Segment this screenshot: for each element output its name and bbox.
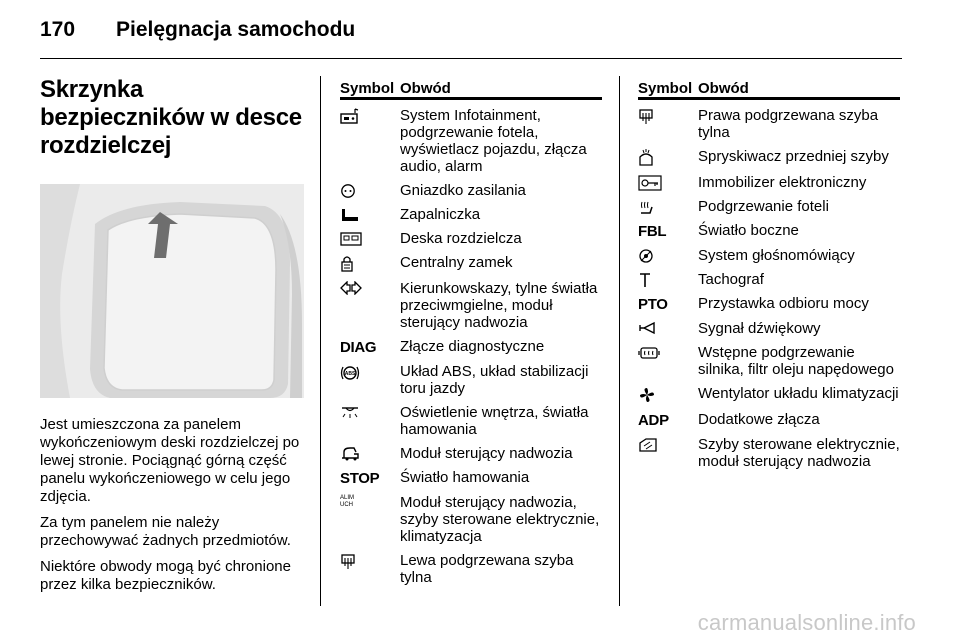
table-row: ALIM UCH Moduł sterujący nadwozia, szyby sterowane elektrycznie, klimatyzacja — [340, 494, 600, 545]
header-symbol: Symbol — [638, 80, 693, 97]
turn-signal-icon — [340, 281, 362, 295]
stop-symbol: STOP — [340, 470, 380, 487]
header-symbol: Symbol — [340, 80, 395, 97]
pto-symbol: PTO — [638, 296, 668, 313]
svg-text:ABS: ABS — [344, 371, 356, 377]
instrument-panel-icon — [340, 231, 362, 247]
immobiliser-key-icon — [638, 175, 662, 191]
table-row: System Infotainment, podgrzewanie fotela, wyświetlacz pojazdu, złącza audio, alarm — [340, 107, 602, 175]
table-row: PTO Przystawka odbioru mocy — [638, 295, 869, 313]
rear-window-heater-right-icon — [638, 108, 654, 126]
fan-icon — [638, 386, 656, 404]
table-row: System głośnomówiący — [638, 247, 900, 264]
table-row: Gniazdko zasilania — [340, 182, 602, 199]
table-row: ADP Dodatkowe złącza — [638, 411, 820, 429]
header-circuit: Obwód — [400, 80, 451, 97]
infotainment-icon — [340, 108, 360, 126]
table-row: Spryskiwacz przedniej szyby — [638, 148, 900, 167]
table-row: Sygnał dźwiękowy — [638, 320, 900, 337]
table-row: Szyby sterowane elektrycznie, moduł sterujący nadwozia — [638, 436, 900, 470]
table-row: ABS Układ ABS, układ stabilizacji toru jazdy — [340, 363, 602, 397]
table-row: Zapalniczka — [340, 206, 602, 223]
table-row: Immobilizer elektroniczny — [638, 174, 900, 191]
adp-symbol: ADP — [638, 412, 669, 429]
interior-light-icon — [340, 405, 360, 419]
section-title: Skrzynka bezpieczników w desce rozdzielczej — [40, 76, 302, 159]
power-window-icon — [638, 437, 658, 453]
table-row: Wentylator układu klimatyzacji — [638, 385, 900, 404]
paragraph-location: Jest umieszczona za panelem wykończeniowym deski rozdzielczej po lewej stronie. Pociągnąć górną część panelu wykończeniowego w celu jego zdjęcia. — [40, 416, 300, 505]
rear-window-heater-left-icon — [340, 553, 356, 571]
table-row: Centralny zamek — [340, 254, 602, 273]
header-circuit: Obwód — [698, 80, 749, 97]
table-row: Kierunkowskazy, tylne światła przeciwmgielne, moduł sterujący nadwozia — [340, 280, 602, 331]
paragraph-multiple-fuses: Niektóre obwody mogą być chronione przez kilka bezpieczników. — [40, 558, 291, 593]
windshield-washer-icon — [638, 149, 654, 167]
intro-text — [40, 416, 306, 594]
preheating-icon — [638, 345, 660, 361]
table-row: Tachograf — [638, 271, 900, 288]
paragraph-storage: Za tym panelem nie należy przechowywać żadnych przedmiotów. — [40, 514, 291, 549]
table-header — [340, 80, 602, 100]
table-row: STOP Światło hamowania — [340, 469, 530, 487]
alim-uch-symbol: ALIM UCH — [340, 495, 355, 508]
fuse-table-right — [638, 80, 900, 470]
tachograph-icon — [638, 272, 652, 288]
table-row: Oświetlenie wnętrza, światła hamowania — [340, 404, 602, 438]
chapter-title: Pielęgnacja samochodu — [116, 18, 356, 41]
central-lock-icon — [340, 255, 354, 273]
body-control-module-icon — [340, 446, 360, 462]
page-number: 170 — [40, 18, 76, 41]
fbl-symbol: FBL — [638, 223, 667, 240]
watermark: carmanualsonline.info — [697, 610, 916, 635]
intro-column — [40, 76, 306, 594]
table-row: Lewa podgrzewana szyba tylna — [340, 552, 602, 586]
table-row: Moduł sterujący nadwozia — [340, 445, 602, 462]
header-rule — [40, 58, 902, 59]
abs-icon — [340, 364, 360, 382]
diag-symbol: DIAG — [340, 339, 377, 356]
seat-heater-icon — [638, 199, 654, 215]
table-row: FBL Światło boczne — [638, 222, 799, 240]
fuse-panel-illustration — [40, 184, 304, 398]
power-outlet-icon — [340, 183, 356, 199]
fuse-panel-figure — [40, 184, 304, 398]
loudspeaker-icon — [638, 248, 654, 264]
table-row: DIAG Złącze diagnostyczne — [340, 338, 545, 356]
table-row: Prawa podgrzewana szyba tylna — [638, 107, 900, 141]
cigarette-lighter-icon — [340, 207, 360, 223]
table-row: Deska rozdzielcza — [340, 230, 602, 247]
column-divider-right — [619, 76, 620, 606]
column-divider-left — [320, 76, 321, 606]
table-header — [638, 80, 900, 100]
table-row: Wstępne podgrzewanie silnika, filtr oleju napędowego — [638, 344, 900, 378]
table-row: Podgrzewanie foteli — [638, 198, 900, 215]
page-header — [40, 18, 355, 48]
fuse-table-left — [340, 80, 602, 586]
horn-icon — [638, 321, 656, 335]
